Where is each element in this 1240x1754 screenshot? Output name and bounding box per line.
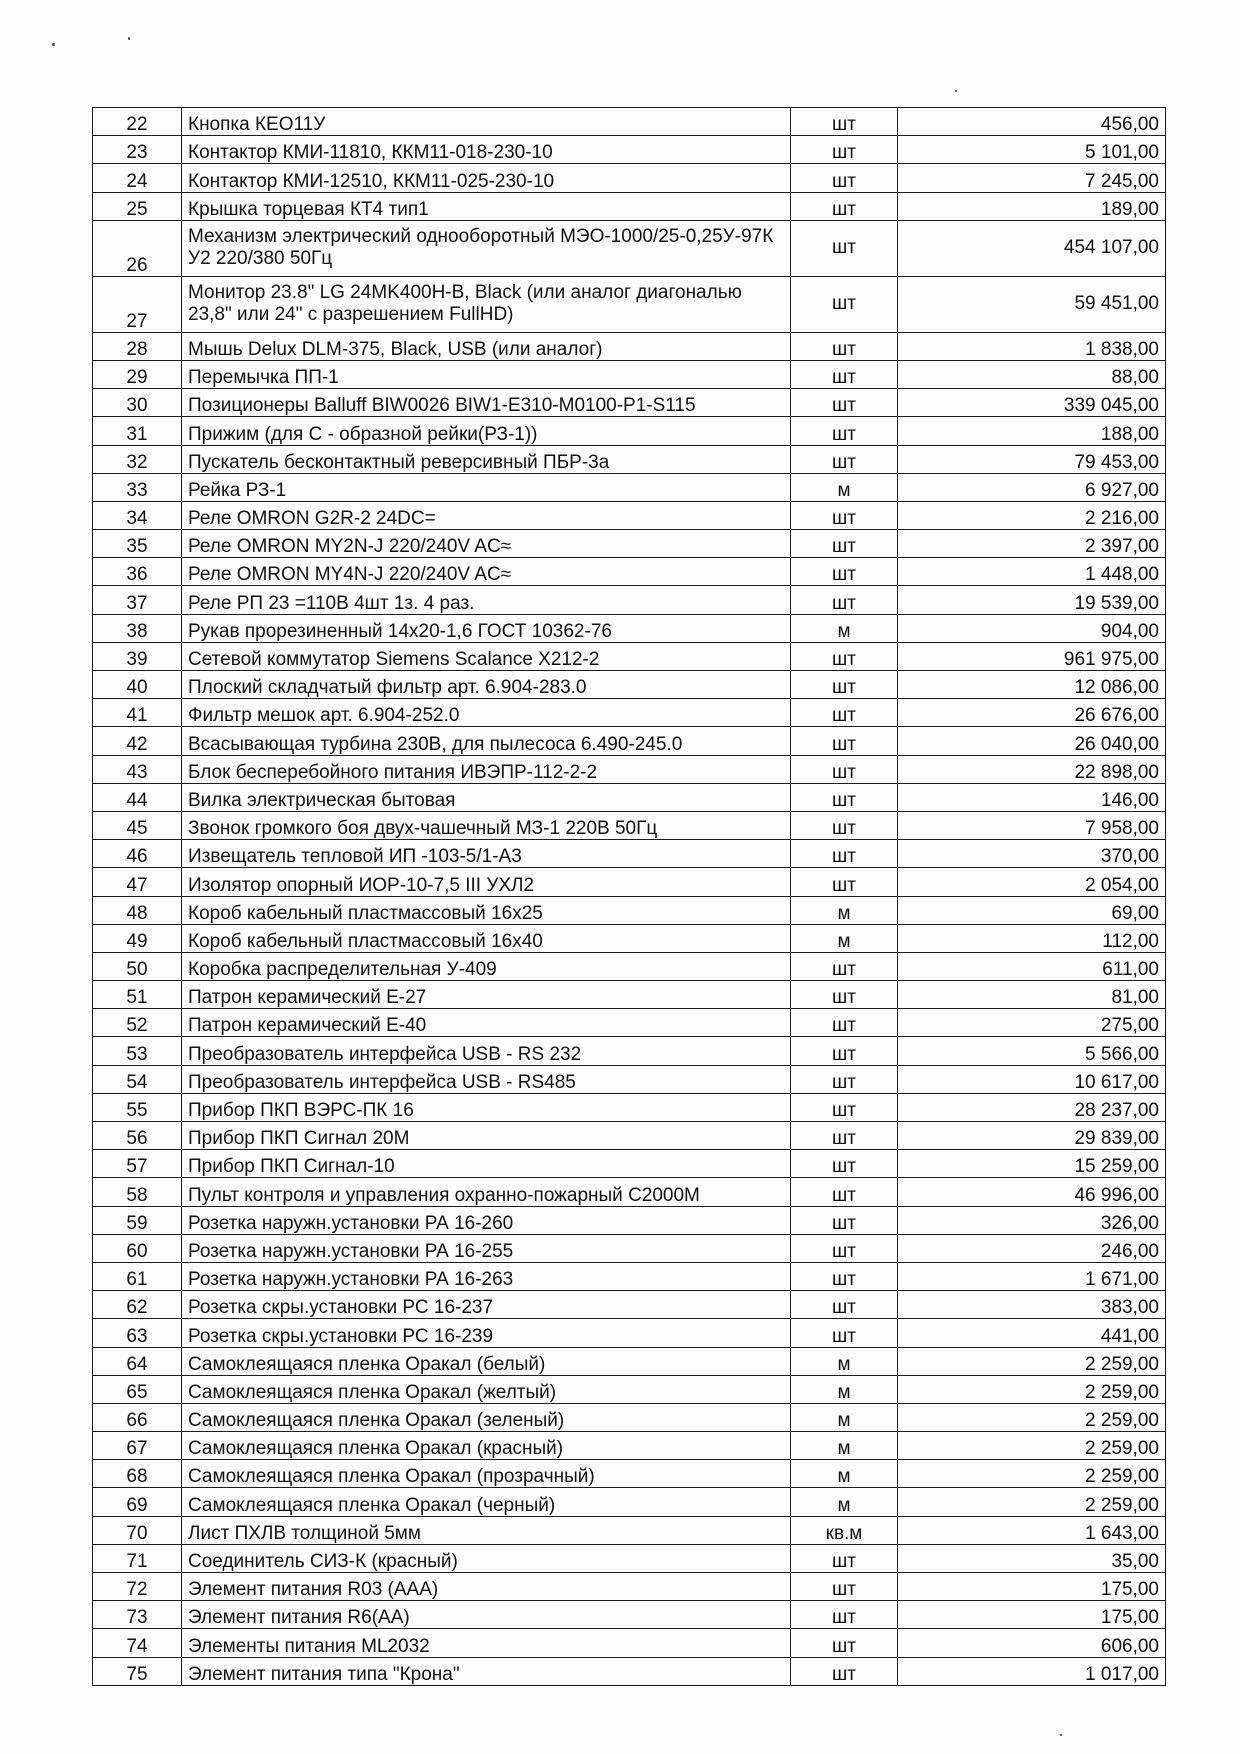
item-name-cell: Звонок громкого боя двух-чашечный МЗ-1 220В 50Гц <box>182 811 791 839</box>
price-cell: 904,00 <box>898 614 1166 642</box>
row-number-cell: 63 <box>93 1319 182 1347</box>
item-name-cell: Патрон керамический Е-40 <box>182 1009 791 1037</box>
unit-cell: шт <box>791 642 898 670</box>
item-name-cell: Извещатель тепловой ИП -103-5/1-А3 <box>182 840 791 868</box>
item-name-cell: Реле OMRON MY4N-J 220/240V AC≈ <box>182 558 791 586</box>
unit-cell: шт <box>791 417 898 445</box>
item-name-cell: Прижим (для С - образной рейки(РЗ-1)) <box>182 417 791 445</box>
price-cell: 146,00 <box>898 783 1166 811</box>
unit-cell: шт <box>791 981 898 1009</box>
item-name-cell: Самоклеящаяся пленка Оракал (черный) <box>182 1488 791 1516</box>
unit-cell: шт <box>791 1262 898 1290</box>
price-cell: 1 448,00 <box>898 558 1166 586</box>
price-cell: 189,00 <box>898 192 1166 220</box>
item-name-cell: Реле OMRON MY2N-J 220/240V AC≈ <box>182 530 791 558</box>
price-cell: 961 975,00 <box>898 642 1166 670</box>
price-cell: 12 086,00 <box>898 671 1166 699</box>
table-row <box>93 727 1166 755</box>
table-row <box>93 501 1166 529</box>
item-name-cell: Прибор ПКП Сигнал-10 <box>182 1150 791 1178</box>
row-number-cell: 42 <box>93 727 182 755</box>
row-number-cell: 31 <box>93 417 182 445</box>
table-row <box>93 530 1166 558</box>
row-number-cell: 49 <box>93 924 182 952</box>
row-number-cell: 70 <box>93 1516 182 1544</box>
price-cell: 26 676,00 <box>898 699 1166 727</box>
price-cell: 112,00 <box>898 924 1166 952</box>
row-number-cell: 43 <box>93 755 182 783</box>
price-cell: 15 259,00 <box>898 1150 1166 1178</box>
row-number-cell: 28 <box>93 332 182 360</box>
item-name-cell: Рукав прорезиненный 14х20-1,6 ГОСТ 10362-76 <box>182 614 791 642</box>
item-name-cell: Розетка наружн.установки РА 16-263 <box>182 1262 791 1290</box>
price-cell: 79 453,00 <box>898 445 1166 473</box>
unit-cell: шт <box>791 586 898 614</box>
price-cell: 69,00 <box>898 896 1166 924</box>
price-cell: 1 017,00 <box>898 1657 1166 1685</box>
unit-cell: шт <box>791 1122 898 1150</box>
price-cell: 6 927,00 <box>898 473 1166 501</box>
table-row <box>93 108 1166 136</box>
table-row <box>93 1629 1166 1657</box>
unit-cell: шт <box>791 332 898 360</box>
table-row <box>93 1573 1166 1601</box>
row-number-cell: 56 <box>93 1122 182 1150</box>
item-name-cell: Фильтр мешок арт. 6.904-252.0 <box>182 699 791 727</box>
price-cell: 326,00 <box>898 1206 1166 1234</box>
unit-cell: м <box>791 1375 898 1403</box>
item-name-cell: Реле OMRON G2R-2 24DC= <box>182 501 791 529</box>
price-cell: 2 259,00 <box>898 1375 1166 1403</box>
row-number-cell: 44 <box>93 783 182 811</box>
items-table-body <box>93 108 1166 1686</box>
row-number-cell: 35 <box>93 530 182 558</box>
row-number-cell: 25 <box>93 192 182 220</box>
row-number-cell: 72 <box>93 1573 182 1601</box>
table-row <box>93 1432 1166 1460</box>
unit-cell: шт <box>791 220 898 276</box>
unit-cell: шт <box>791 1573 898 1601</box>
unit-cell: м <box>791 614 898 642</box>
unit-cell: м <box>791 924 898 952</box>
item-name-cell: Плоский складчатый фильтр арт. 6.904-283.0 <box>182 671 791 699</box>
table-row <box>93 1319 1166 1347</box>
item-name-cell: Кнопка КЕО11У <box>182 108 791 136</box>
row-number-cell: 71 <box>93 1544 182 1572</box>
item-name-cell: Контактор КМИ-12510, ККМ11-025-230-10 <box>182 164 791 192</box>
table-row <box>93 220 1166 276</box>
table-row <box>93 1657 1166 1685</box>
price-cell: 26 040,00 <box>898 727 1166 755</box>
unit-cell: шт <box>791 1009 898 1037</box>
row-number-cell: 23 <box>93 136 182 164</box>
price-cell: 441,00 <box>898 1319 1166 1347</box>
table-row <box>93 699 1166 727</box>
price-cell: 2 054,00 <box>898 868 1166 896</box>
table-row <box>93 360 1166 388</box>
price-cell: 88,00 <box>898 360 1166 388</box>
price-cell: 19 539,00 <box>898 586 1166 614</box>
item-name-cell: Вилка электрическая бытовая <box>182 783 791 811</box>
item-name-cell: Розетка наружн.установки РА 16-260 <box>182 1206 791 1234</box>
row-number-cell: 48 <box>93 896 182 924</box>
table-row <box>93 783 1166 811</box>
unit-cell: шт <box>791 192 898 220</box>
price-cell: 46 996,00 <box>898 1178 1166 1206</box>
price-cell: 10 617,00 <box>898 1065 1166 1093</box>
table-row <box>93 1150 1166 1178</box>
price-cell: 175,00 <box>898 1573 1166 1601</box>
item-name-cell: Позиционеры Balluff BIW0026 BIW1-E310-M0100-P1-S115 <box>182 389 791 417</box>
item-name-cell: Перемычка ПП-1 <box>182 360 791 388</box>
table-row <box>93 332 1166 360</box>
item-name-cell: Блок бесперебойного питания ИВЭПР-112-2-2 <box>182 755 791 783</box>
row-number-cell: 61 <box>93 1262 182 1290</box>
unit-cell: кв.м <box>791 1516 898 1544</box>
item-name-cell: Всасывающая турбина 230В, для пылесоса 6.490-245.0 <box>182 727 791 755</box>
item-name-cell: Короб кабельный пластмассовый 16х25 <box>182 896 791 924</box>
row-number-cell: 67 <box>93 1432 182 1460</box>
unit-cell: шт <box>791 952 898 980</box>
table-row <box>93 1122 1166 1150</box>
unit-cell: м <box>791 1403 898 1431</box>
price-cell: 2 259,00 <box>898 1432 1166 1460</box>
table-row <box>93 1544 1166 1572</box>
row-number-cell: 65 <box>93 1375 182 1403</box>
row-number-cell: 22 <box>93 108 182 136</box>
row-number-cell: 64 <box>93 1347 182 1375</box>
item-name-cell: Контактор КМИ-11810, ККМ11-018-230-10 <box>182 136 791 164</box>
table-row <box>93 811 1166 839</box>
table-row <box>93 1234 1166 1262</box>
table-row <box>93 840 1166 868</box>
row-number-cell: 32 <box>93 445 182 473</box>
price-cell: 7 958,00 <box>898 811 1166 839</box>
row-number-cell: 47 <box>93 868 182 896</box>
item-name-cell: Сетевой коммутатор Siemens Scalance X212-2 <box>182 642 791 670</box>
row-number-cell: 59 <box>93 1206 182 1234</box>
table-row <box>93 1601 1166 1629</box>
price-cell: 1 671,00 <box>898 1262 1166 1290</box>
unit-cell: м <box>791 1488 898 1516</box>
price-cell: 370,00 <box>898 840 1166 868</box>
price-cell: 5 101,00 <box>898 136 1166 164</box>
unit-cell: шт <box>791 501 898 529</box>
item-name-cell: Пульт контроля и управления охранно-пожарный С2000М <box>182 1178 791 1206</box>
unit-cell: м <box>791 896 898 924</box>
unit-cell: шт <box>791 108 898 136</box>
unit-cell: шт <box>791 1544 898 1572</box>
unit-cell: шт <box>791 445 898 473</box>
table-row <box>93 642 1166 670</box>
row-number-cell: 60 <box>93 1234 182 1262</box>
row-number-cell: 26 <box>93 220 182 276</box>
item-name-cell: Элемент питания R03 (AAA) <box>182 1573 791 1601</box>
row-number-cell: 62 <box>93 1291 182 1319</box>
row-number-cell: 39 <box>93 642 182 670</box>
unit-cell: шт <box>791 558 898 586</box>
row-number-cell: 30 <box>93 389 182 417</box>
item-name-cell: Прибор ПКП ВЭРС-ПК 16 <box>182 1093 791 1121</box>
table-row <box>93 558 1166 586</box>
item-name-cell: Элемент питания R6(AA) <box>182 1601 791 1629</box>
unit-cell: шт <box>791 868 898 896</box>
unit-cell: шт <box>791 1657 898 1685</box>
item-name-cell: Соединитель СИЗ-К (красный) <box>182 1544 791 1572</box>
table-row <box>93 417 1166 445</box>
table-row <box>93 1093 1166 1121</box>
price-cell: 383,00 <box>898 1291 1166 1319</box>
item-name-cell: Самоклеящаяся пленка Оракал (белый) <box>182 1347 791 1375</box>
price-cell: 5 566,00 <box>898 1037 1166 1065</box>
price-cell: 2 397,00 <box>898 530 1166 558</box>
row-number-cell: 34 <box>93 501 182 529</box>
unit-cell: шт <box>791 1093 898 1121</box>
unit-cell: м <box>791 1432 898 1460</box>
price-cell: 246,00 <box>898 1234 1166 1262</box>
row-number-cell: 27 <box>93 276 182 332</box>
unit-cell: шт <box>791 1065 898 1093</box>
row-number-cell: 24 <box>93 164 182 192</box>
table-row <box>93 389 1166 417</box>
row-number-cell: 52 <box>93 1009 182 1037</box>
price-cell: 2 259,00 <box>898 1460 1166 1488</box>
item-name-cell: Элемент питания типа "Крона" <box>182 1657 791 1685</box>
price-cell: 275,00 <box>898 1009 1166 1037</box>
price-cell: 1 838,00 <box>898 332 1166 360</box>
scan-speck <box>955 90 957 92</box>
item-name-cell: Рейка РЗ-1 <box>182 473 791 501</box>
price-cell: 28 237,00 <box>898 1093 1166 1121</box>
row-number-cell: 69 <box>93 1488 182 1516</box>
price-cell: 339 045,00 <box>898 389 1166 417</box>
unit-cell: шт <box>791 389 898 417</box>
unit-cell: шт <box>791 164 898 192</box>
row-number-cell: 45 <box>93 811 182 839</box>
row-number-cell: 51 <box>93 981 182 1009</box>
unit-cell: шт <box>791 360 898 388</box>
item-name-cell: Розетка скры.установки РС 16-239 <box>182 1319 791 1347</box>
price-cell: 454 107,00 <box>898 220 1166 276</box>
table-row <box>93 755 1166 783</box>
table-row <box>93 192 1166 220</box>
scan-speck <box>52 43 55 46</box>
row-number-cell: 73 <box>93 1601 182 1629</box>
table-row <box>93 1516 1166 1544</box>
item-name-cell: Самоклеящаяся пленка Оракал (желтый) <box>182 1375 791 1403</box>
table-row <box>93 671 1166 699</box>
item-name-cell: Элементы питания ML2032 <box>182 1629 791 1657</box>
item-name-cell: Мышь Delux DLM-375, Black, USB (или аналог) <box>182 332 791 360</box>
table-row <box>93 136 1166 164</box>
unit-cell: шт <box>791 1629 898 1657</box>
item-name-cell: Патрон керамический Е-27 <box>182 981 791 1009</box>
item-name-cell: Преобразователь интерфейса USB - RS485 <box>182 1065 791 1093</box>
row-number-cell: 37 <box>93 586 182 614</box>
price-cell: 81,00 <box>898 981 1166 1009</box>
price-cell: 22 898,00 <box>898 755 1166 783</box>
item-name-cell: Монитор 23.8" LG 24MK400H-B, Black (или аналог диагональю 23,8" или 24" с разрешением FullHD) <box>182 276 791 332</box>
table-row <box>93 868 1166 896</box>
unit-cell: шт <box>791 1037 898 1065</box>
row-number-cell: 68 <box>93 1460 182 1488</box>
unit-cell: шт <box>791 1319 898 1347</box>
unit-cell: шт <box>791 840 898 868</box>
row-number-cell: 66 <box>93 1403 182 1431</box>
table-row <box>93 1206 1166 1234</box>
table-row <box>93 1037 1166 1065</box>
row-number-cell: 57 <box>93 1150 182 1178</box>
table-row <box>93 1460 1166 1488</box>
price-cell: 456,00 <box>898 108 1166 136</box>
unit-cell: шт <box>791 1291 898 1319</box>
row-number-cell: 58 <box>93 1178 182 1206</box>
price-cell: 175,00 <box>898 1601 1166 1629</box>
item-name-cell: Розетка скры.установки РС 16-237 <box>182 1291 791 1319</box>
unit-cell: шт <box>791 671 898 699</box>
scan-speck <box>128 37 130 40</box>
unit-cell: шт <box>791 783 898 811</box>
row-number-cell: 55 <box>93 1093 182 1121</box>
item-name-cell: Изолятор опорный ИОР-10-7,5 III УХЛ2 <box>182 868 791 896</box>
price-cell: 611,00 <box>898 952 1166 980</box>
unit-cell: м <box>791 1460 898 1488</box>
item-name-cell: Реле РП 23 =110В 4шт 1з. 4 раз. <box>182 586 791 614</box>
item-name-cell: Самоклеящаяся пленка Оракал (прозрачный) <box>182 1460 791 1488</box>
table-row <box>93 1291 1166 1319</box>
price-cell: 59 451,00 <box>898 276 1166 332</box>
row-number-cell: 41 <box>93 699 182 727</box>
price-cell: 35,00 <box>898 1544 1166 1572</box>
table-row <box>93 276 1166 332</box>
row-number-cell: 50 <box>93 952 182 980</box>
price-cell: 1 643,00 <box>898 1516 1166 1544</box>
items-table <box>92 107 1166 1686</box>
table-row <box>93 1403 1166 1431</box>
price-cell: 2 216,00 <box>898 501 1166 529</box>
row-number-cell: 40 <box>93 671 182 699</box>
row-number-cell: 29 <box>93 360 182 388</box>
row-number-cell: 54 <box>93 1065 182 1093</box>
unit-cell: шт <box>791 530 898 558</box>
unit-cell: шт <box>791 1601 898 1629</box>
row-number-cell: 38 <box>93 614 182 642</box>
row-number-cell: 75 <box>93 1657 182 1685</box>
scan-speck <box>1060 1734 1062 1736</box>
price-cell: 2 259,00 <box>898 1403 1166 1431</box>
table-row <box>93 614 1166 642</box>
table-row <box>93 924 1166 952</box>
item-name-cell: Розетка наружн.установки РА 16-255 <box>182 1234 791 1262</box>
unit-cell: шт <box>791 136 898 164</box>
unit-cell: шт <box>791 276 898 332</box>
item-name-cell: Короб кабельный пластмассовый 16х40 <box>182 924 791 952</box>
table-row <box>93 896 1166 924</box>
item-name-cell: Коробка распределительная У-409 <box>182 952 791 980</box>
table-row <box>93 586 1166 614</box>
item-name-cell: Самоклеящаяся пленка Оракал (красный) <box>182 1432 791 1460</box>
price-cell: 2 259,00 <box>898 1347 1166 1375</box>
table-row <box>93 445 1166 473</box>
table-row <box>93 952 1166 980</box>
price-cell: 2 259,00 <box>898 1488 1166 1516</box>
price-cell: 7 245,00 <box>898 164 1166 192</box>
row-number-cell: 33 <box>93 473 182 501</box>
price-cell: 29 839,00 <box>898 1122 1166 1150</box>
row-number-cell: 46 <box>93 840 182 868</box>
item-name-cell: Самоклеящаяся пленка Оракал (зеленый) <box>182 1403 791 1431</box>
row-number-cell: 53 <box>93 1037 182 1065</box>
row-number-cell: 74 <box>93 1629 182 1657</box>
table-row <box>93 1347 1166 1375</box>
item-name-cell: Лист ПХЛВ толщиной 5мм <box>182 1516 791 1544</box>
table-row <box>93 1009 1166 1037</box>
item-name-cell: Преобразователь интерфейса USB - RS 232 <box>182 1037 791 1065</box>
unit-cell: шт <box>791 699 898 727</box>
table-row <box>93 473 1166 501</box>
table-row <box>93 1375 1166 1403</box>
price-cell: 606,00 <box>898 1629 1166 1657</box>
table-row <box>93 164 1166 192</box>
item-name-cell: Механизм электрический однооборотный МЭО-1000/25-0,25У-97К У2 220/380 50Гц <box>182 220 791 276</box>
unit-cell: шт <box>791 1178 898 1206</box>
table-row <box>93 1065 1166 1093</box>
unit-cell: м <box>791 473 898 501</box>
row-number-cell: 36 <box>93 558 182 586</box>
unit-cell: м <box>791 1347 898 1375</box>
unit-cell: шт <box>791 1234 898 1262</box>
item-name-cell: Пускатель бесконтактный реверсивный ПБР-3а <box>182 445 791 473</box>
unit-cell: шт <box>791 1150 898 1178</box>
unit-cell: шт <box>791 811 898 839</box>
item-name-cell: Крышка торцевая КТ4 тип1 <box>182 192 791 220</box>
unit-cell: шт <box>791 1206 898 1234</box>
item-name-cell: Прибор ПКП Сигнал 20М <box>182 1122 791 1150</box>
table-row <box>93 981 1166 1009</box>
unit-cell: шт <box>791 727 898 755</box>
table-row <box>93 1488 1166 1516</box>
table-row <box>93 1262 1166 1290</box>
table-row <box>93 1178 1166 1206</box>
price-cell: 188,00 <box>898 417 1166 445</box>
unit-cell: шт <box>791 755 898 783</box>
